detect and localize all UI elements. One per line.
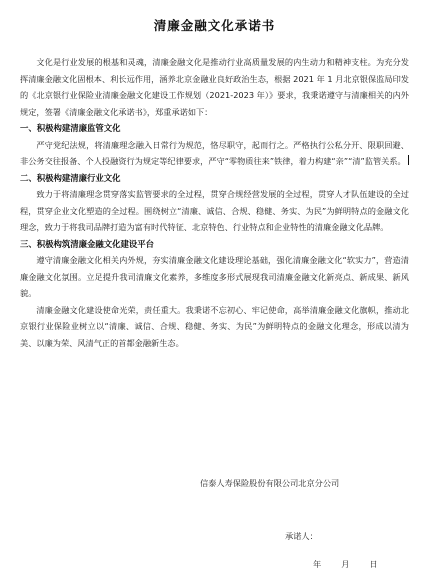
section-1-heading: 一、积极构建清廉监管文化 [20, 123, 121, 133]
day-label: 日 [369, 559, 378, 569]
text-cursor [408, 155, 409, 165]
section-3-paragraph-1: 遵守清廉金融文化相关内外规，夯实清廉金融文化建设理论基础，强化清廉金融文化“软实力”，营造清廉金融文化氛围。立足提升我司清廉文化素养，多维度多形式展现我司清廉金融文化新亮点、新成果、新风貌。 [20, 255, 409, 298]
month-label: 月 [341, 559, 350, 569]
section-1-paragraph-text: 严守党纪法规，将清廉理念融入日常行为规范，恪尽职守，起而行之。严格执行公私分开、限职回避、非公务交往报备、个人投融资行为规定等纪律要求，严守“零物质往来”铁律，着力构建“亲”“清”监管关系。 [20, 139, 409, 166]
year-label: 年 [313, 559, 322, 569]
document-body [20, 18, 409, 351]
section-2-heading: 二、积极构建清廉行业文化 [20, 172, 121, 183]
signer-label: 承诺人： [285, 531, 318, 541]
date-line [313, 558, 378, 570]
intro-paragraph: 文化是行业发展的根基和灵魂，清廉金融文化是推动行业高质量发展的内生动力和精神支柱。为充分发挥清廉金融文化固根本、利长远作用，涵养北京金融业良好政治生态，根据 2021 年 1 月北京银保监局印发的《北京银行业保险业清廉金融文化建设工作规划（2021-2023 年）》要求，我秉诺遵守与清廉相关的内外规定，签署《清廉金融文化承诺书》，郑重承诺如下： [20, 57, 409, 117]
section-3-paragraph-2: 清廉金融文化建设使命光荣，责任重大。我秉诺不忘初心、牢记使命，高举清廉金融文化旗帜，推动北京银行业保险业树立以“清廉、诚信、合规、稳健、务实、为民”为鲜明特点的金融文化理念，形成以清为美、以廉为荣、风清气正的首都金融新生态。 [20, 304, 409, 348]
section-2-paragraph: 致力于将清廉理念贯穿落实监管要求的全过程，贯穿合规经营发展的全过程，贯穿人才队伍建设的全过程，贯穿企业文化塑造的全过程。围绕树立“清廉、诚信、合规、稳健、务实、为民”为鲜明特点的金融文化理念，致力于将我司品牌打造为富有时代特征、北京特色、行业特点和企业特性的清廉金融文化品牌。 [20, 189, 409, 232]
company-name: 信泰人寿保险股份有限公司北京分公司 [200, 478, 340, 488]
section-1-paragraph [20, 137, 409, 170]
section-3-heading: 三、积极构筑清廉金融文化建设平台 [20, 238, 154, 249]
document-title: 清廉金融文化承诺书 [153, 18, 276, 33]
